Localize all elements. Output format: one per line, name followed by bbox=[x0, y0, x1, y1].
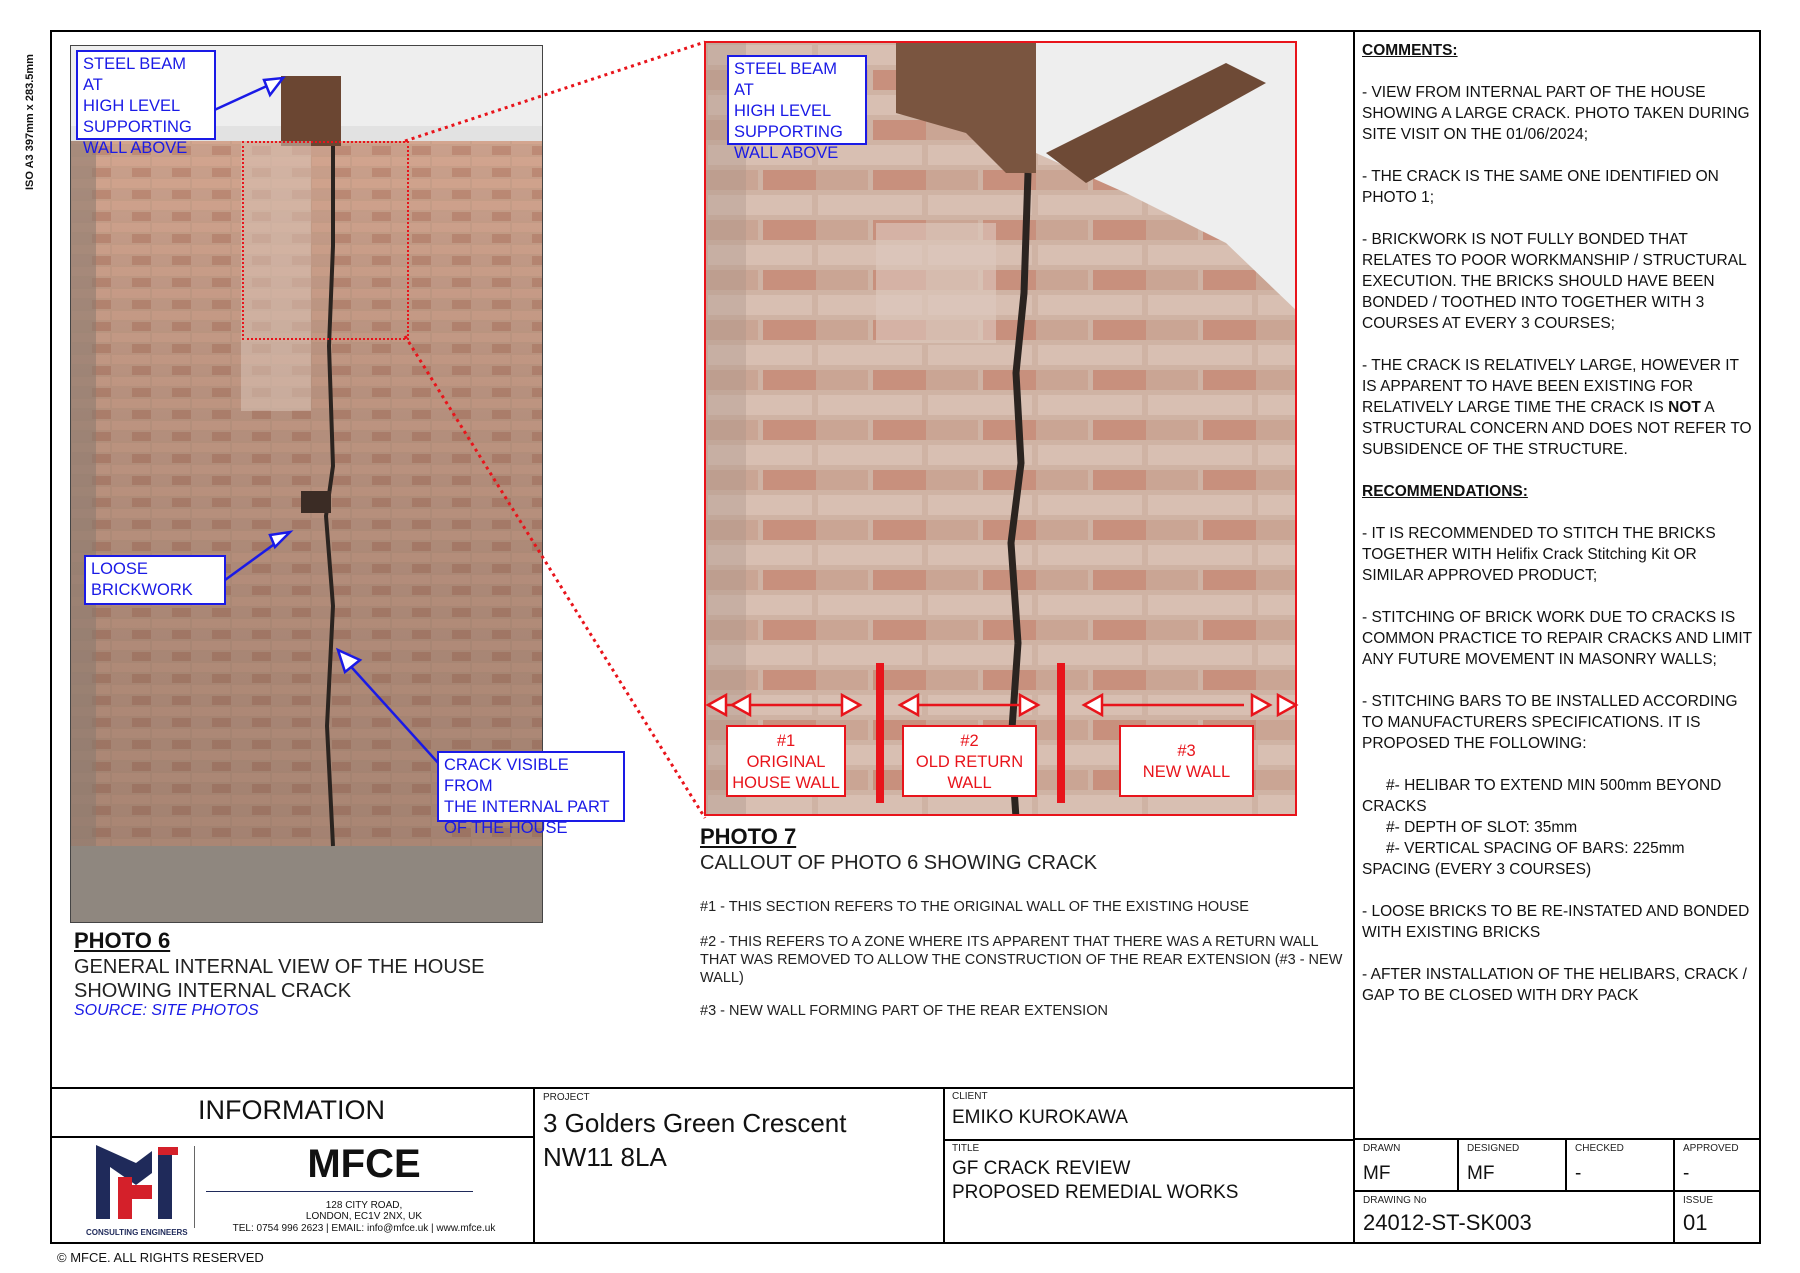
issue-label: ISSUE bbox=[1683, 1195, 1714, 1206]
zone-1-note: #1 - THIS SECTION REFERS TO THE ORIGINAL WALL OF THE EXISTING HOUSE bbox=[700, 899, 1249, 915]
spec-spacing-cont: SPACING (EVERY 3 COURSES) bbox=[1362, 861, 1592, 878]
tb-div-checked bbox=[1673, 1138, 1675, 1244]
photo-7-subtitle: CALLOUT OF PHOTO 6 SHOWING CRACK bbox=[700, 852, 1098, 874]
photo-6-subtitle-1: GENERAL INTERNAL VIEW OF THE HOUSE bbox=[74, 956, 485, 978]
logo-separator bbox=[194, 1146, 195, 1228]
company-name: MFCE bbox=[307, 1142, 421, 1186]
project-line-1: 3 Golders Green Crescent bbox=[543, 1108, 847, 1138]
address-line-2: LONDON, EC1V 2NX, UK bbox=[305, 1211, 423, 1222]
information-heading: INFORMATION bbox=[198, 1095, 385, 1125]
loose-pointer bbox=[225, 540, 280, 580]
recommendations-heading: RECOMMENDATIONS: bbox=[1362, 483, 1528, 500]
zoom-line-top bbox=[405, 42, 705, 141]
zone-3-arrow bbox=[1084, 695, 1296, 715]
sheet-size-label: ISO A3 397mm x 283.5mm bbox=[24, 54, 36, 190]
comments-panel bbox=[1362, 40, 1752, 1027]
loose-brickwork-callout: LOOSE BRICKWORK bbox=[84, 555, 226, 605]
recommendation-item: - LOOSE BRICKS TO BE RE-INSTATED AND BONDED WITH EXISTING BRICKS bbox=[1362, 903, 1750, 941]
copyright: © MFCE. ALL RIGHTS RESERVED bbox=[57, 1250, 264, 1265]
tb-info-line bbox=[50, 1136, 533, 1138]
zone-3-label: #3 NEW WALL bbox=[1119, 725, 1254, 797]
contact-line: TEL: 0754 996 2623 | EMAIL: info@mfce.uk | www.mfce.uk bbox=[232, 1223, 496, 1234]
zone-3-note: #3 - NEW WALL FORMING PART OF THE REAR EXTENSION bbox=[700, 1003, 1108, 1019]
recommendation-item: - STITCHING BARS TO BE INSTALLED ACCORDING TO MANUFACTURERS SPECIFICATIONS. IT IS PROPOSED THE FOLLOWING: bbox=[1362, 693, 1738, 752]
checked-value: - bbox=[1575, 1163, 1582, 1184]
zone-2-note: #2 - THIS REFERS TO A ZONE WHERE ITS APPARENT THAT THERE WAS A RETURN WALL THAT WAS REMOVED TO ALLOW THE CONSTRUCTION OF THE REAR EXTENSION (#3 - NEW WALL) bbox=[700, 934, 1343, 986]
zone-divider-2 bbox=[1057, 663, 1065, 803]
photo-6-subtitle-2: SHOWING INTERNAL CRACK bbox=[74, 980, 352, 1002]
tb-div-drawn bbox=[1457, 1138, 1459, 1190]
recommendation-item: - IT IS RECOMMENDED TO STITCH THE BRICKS TOGETHER WITH Helifix Crack Stitching Kit OR SIMILAR APPROVED PRODUCT; bbox=[1362, 525, 1716, 584]
approved-value: - bbox=[1683, 1163, 1690, 1184]
recommendation-item: - AFTER INSTALLATION OF THE HELIBARS, CRACK / GAP TO BE CLOSED WITH DRY PACK bbox=[1362, 966, 1747, 1004]
photo-6-source: SOURCE: SITE PHOTOS bbox=[74, 1002, 259, 1019]
zone-2-arrow bbox=[900, 695, 1038, 715]
photo-7-title: PHOTO 7 bbox=[700, 824, 797, 849]
crack-visible-callout: CRACK VISIBLE FROM THE INTERNAL PART OF THE HOUSE bbox=[437, 751, 625, 822]
zone-1-arrow bbox=[708, 695, 860, 715]
designed-value: MF bbox=[1467, 1163, 1495, 1184]
spec-helibar-cont: CRACKS bbox=[1362, 798, 1427, 815]
tb-right-mid bbox=[1353, 1190, 1761, 1192]
drawn-label: DRAWN bbox=[1363, 1143, 1401, 1154]
photo-6-steel-beam-callout: STEEL BEAM AT HIGH LEVEL SUPPORTING WALL ABOVE bbox=[76, 50, 216, 140]
drawing-no-label: DRAWING No bbox=[1363, 1195, 1427, 1206]
zone-2-label: #2 OLD RETURN WALL bbox=[902, 725, 1037, 797]
approved-label: APPROVED bbox=[1683, 1143, 1739, 1154]
zoom-line-bottom bbox=[405, 336, 705, 818]
zone-1-label: #1 ORIGINAL HOUSE WALL bbox=[726, 725, 846, 797]
comments-heading: COMMENTS: bbox=[1362, 42, 1458, 59]
zone-divider-1 bbox=[876, 663, 884, 803]
spec-spacing: #- VERTICAL SPACING OF BARS: 225mm bbox=[1386, 840, 1685, 857]
title-line-2: PROPOSED REMEDIAL WORKS bbox=[952, 1182, 1239, 1203]
checked-label: CHECKED bbox=[1575, 1143, 1624, 1154]
drawing-no-value: 24012-ST-SK003 bbox=[1363, 1210, 1532, 1235]
spec-slot-depth: #- DEPTH OF SLOT: 35mm bbox=[1386, 819, 1578, 836]
mfce-logo-icon bbox=[92, 1141, 184, 1223]
photo-7-steel-beam-callout: STEEL BEAM AT HIGH LEVEL SUPPORTING WALL ABOVE bbox=[727, 55, 867, 145]
crack-pointer bbox=[345, 660, 440, 765]
recommendation-item: - STITCHING OF BRICK WORK DUE TO CRACKS IS COMMON PRACTICE TO REPAIR CRACKS AND LIMIT ANY FUTURE MOVEMENT IN MASONRY WALLS; bbox=[1362, 609, 1752, 668]
designed-label: DESIGNED bbox=[1467, 1143, 1520, 1154]
tb-right-top bbox=[1353, 1138, 1761, 1140]
loose-arrowhead bbox=[270, 532, 290, 547]
tb-divider-project bbox=[533, 1087, 535, 1244]
comment-item: - VIEW FROM INTERNAL PART OF THE HOUSE SHOWING A LARGE CRACK. PHOTO TAKEN DURING SITE VISIT ON THE 01/06/2024; bbox=[1362, 84, 1750, 143]
title-label: TITLE bbox=[952, 1143, 980, 1154]
beam-arrowhead-6 bbox=[264, 78, 283, 95]
title-line-1: GF CRACK REVIEW bbox=[952, 1158, 1131, 1179]
spec-helibar: #- HELIBAR TO EXTEND MIN 500mm BEYOND bbox=[1386, 777, 1722, 794]
comment-item-large-crack: - THE CRACK IS RELATIVELY LARGE, HOWEVER IT IS APPARENT TO HAVE BEEN EXISTING FOR RELATIVELY LARGE TIME THE CRACK IS NOT A STRUCTURAL CONCERN AND DOES NOT REFER TO SUBSIDENCE OF THE STRUCTURE. bbox=[1362, 357, 1752, 458]
tb-divider-client bbox=[943, 1087, 945, 1244]
comment-item: - BRICKWORK IS NOT FULLY BONDED THAT RELATES TO POOR WORKMANSHIP / STRUCTURAL EXECUTION. THE BRICKS SHOULD HAVE BEEN BONDED / TOOTHED INTO TOGETHER WITH 3 COURSES AT EVERY 3 COURSES; bbox=[1362, 231, 1747, 332]
project-line-2: NW11 8LA bbox=[543, 1142, 667, 1172]
project-label: PROJECT bbox=[543, 1092, 590, 1103]
tb-client-line bbox=[943, 1139, 1355, 1141]
company-sub: CONSULTING ENGINEERS bbox=[86, 1228, 188, 1237]
photo-6-title: PHOTO 6 bbox=[74, 928, 171, 953]
comment-item: - THE CRACK IS THE SAME ONE IDENTIFIED ON PHOTO 1; bbox=[1362, 168, 1719, 206]
company-rule bbox=[206, 1191, 473, 1192]
client-label: CLIENT bbox=[952, 1091, 988, 1102]
issue-value: 01 bbox=[1683, 1210, 1708, 1235]
crack-arrowhead bbox=[338, 650, 360, 672]
client-name: EMIKO KUROKAWA bbox=[952, 1107, 1128, 1128]
drawn-value: MF bbox=[1363, 1163, 1391, 1184]
tb-div-designed bbox=[1565, 1138, 1567, 1190]
address-line-1: 128 CITY ROAD, bbox=[325, 1200, 403, 1211]
